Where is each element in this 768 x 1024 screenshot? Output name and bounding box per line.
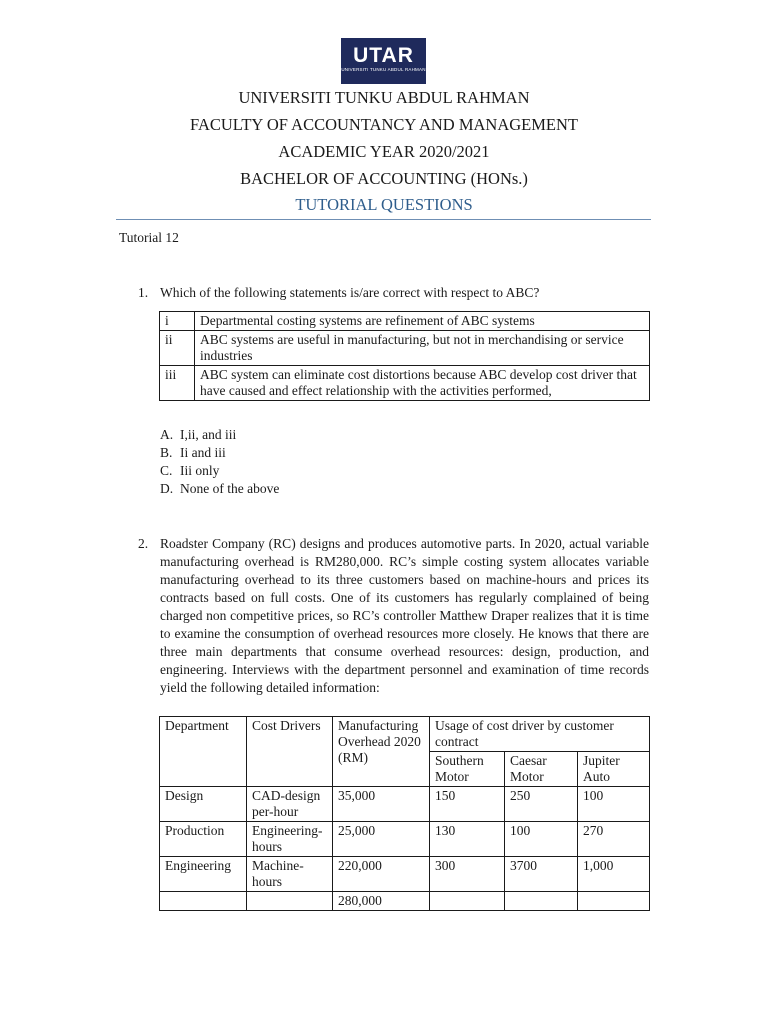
- programme-name: BACHELOR OF ACCOUNTING (HONs.): [240, 169, 528, 188]
- cell-empty: [160, 892, 247, 911]
- logo-wordmark: UTAR: [353, 44, 414, 67]
- table-total-row: [160, 892, 650, 911]
- option-text: I,ii, and iii: [180, 427, 237, 442]
- table-row: [160, 331, 650, 366]
- q2-text: Roadster Company (RC) designs and produces automotive parts. In 2020, actual variable manufacturing overhead is RM280,000. RC’s simple costing system allocates variable manufacturing overhead to its three customers based on machine-hours and prices its contracts based on full costs. One of its customers has regularly complained of being charged non competitive prices, so RC’s controller Matthew Draper realizes that it is time to examine the consumption of overhead resources more closely. He knows that there are three main departments that consume overhead resources: design, production, and engineering. Interviews with the department personnel and examination of time records yield the following detailed information:: [160, 536, 649, 695]
- academic-year: ACADEMIC YEAR 2020/2021: [278, 142, 490, 161]
- utar-logo: [341, 38, 426, 84]
- cell-department: Production: [160, 822, 247, 857]
- option-letter: B.: [160, 445, 173, 460]
- cell-usage: 3700: [505, 857, 578, 892]
- cell-empty: [430, 892, 505, 911]
- cell-department: Engineering: [160, 857, 247, 892]
- option-text: None of the above: [180, 481, 280, 496]
- cell-total-overhead: 280,000: [333, 892, 430, 911]
- statement-text: Departmental costing systems are refinement of ABC systems: [195, 312, 650, 331]
- option-text: Iii only: [180, 463, 220, 478]
- university-name: UNIVERSITI TUNKU ABDUL RAHMAN: [238, 88, 530, 107]
- q1-option-a: [160, 426, 236, 444]
- header-department: Department: [160, 717, 247, 787]
- tutorial-label: Tutorial 12: [119, 230, 179, 245]
- option-letter: D.: [160, 481, 174, 496]
- cell-usage: 270: [578, 822, 650, 857]
- table-row: [160, 312, 650, 331]
- logo-subtext: UNIVERSITI TUNKU ABDUL RAHMAN: [341, 67, 426, 72]
- header-customer: Jupiter Auto: [578, 752, 650, 787]
- header-customer: Caesar Motor: [505, 752, 578, 787]
- table-header-row: [160, 717, 650, 752]
- header-cost-drivers: Cost Drivers: [247, 717, 333, 787]
- cell-usage: 1,000: [578, 857, 650, 892]
- cell-driver: Engineering-hours: [247, 822, 333, 857]
- header-customer: Southern Motor: [430, 752, 505, 787]
- document-type: TUTORIAL QUESTIONS: [295, 195, 473, 214]
- cell-overhead: 25,000: [333, 822, 430, 857]
- cell-overhead: 35,000: [333, 787, 430, 822]
- q1-option-b: [160, 444, 226, 462]
- q2-number: 2.: [138, 536, 149, 551]
- table-row: [160, 366, 650, 401]
- cell-empty: [505, 892, 578, 911]
- q2-cost-table: [159, 716, 650, 911]
- cell-usage: 150: [430, 787, 505, 822]
- cell-usage: 130: [430, 822, 505, 857]
- table-row: [160, 822, 650, 857]
- cell-empty: [247, 892, 333, 911]
- q1-number: 1.: [138, 285, 149, 300]
- q1-statements-table: [159, 311, 650, 401]
- cell-usage: 100: [505, 822, 578, 857]
- cell-overhead: 220,000: [333, 857, 430, 892]
- cell-usage: 300: [430, 857, 505, 892]
- q1-text: Which of the following statements is/are correct with respect to ABC?: [160, 285, 540, 300]
- option-letter: A.: [160, 427, 174, 442]
- statement-id: i: [160, 312, 195, 331]
- q1-option-d: [160, 480, 279, 498]
- option-letter: C.: [160, 463, 173, 478]
- statement-text: ABC system can eliminate cost distortions because ABC develop cost driver that have caused and effect relationship with the activities performed,: [195, 366, 650, 401]
- faculty-name: FACULTY OF ACCOUNTANCY AND MANAGEMENT: [190, 115, 578, 134]
- cell-driver: Machine-hours: [247, 857, 333, 892]
- table-row: [160, 787, 650, 822]
- option-text: Ii and iii: [180, 445, 226, 460]
- cell-driver: CAD-design per-hour: [247, 787, 333, 822]
- cell-empty: [578, 892, 650, 911]
- q1-option-c: [160, 462, 219, 480]
- table-row: [160, 857, 650, 892]
- statement-text: ABC systems are useful in manufacturing, but not in merchandising or service industries: [195, 331, 650, 366]
- cell-usage: 100: [578, 787, 650, 822]
- cell-usage: 250: [505, 787, 578, 822]
- statement-id: iii: [160, 366, 195, 401]
- cell-department: Design: [160, 787, 247, 822]
- header-overhead: Manufacturing Overhead 2020 (RM): [333, 717, 430, 787]
- header-usage: Usage of cost driver by customer contract: [430, 717, 650, 752]
- statement-id: ii: [160, 331, 195, 366]
- header-divider: [116, 219, 651, 220]
